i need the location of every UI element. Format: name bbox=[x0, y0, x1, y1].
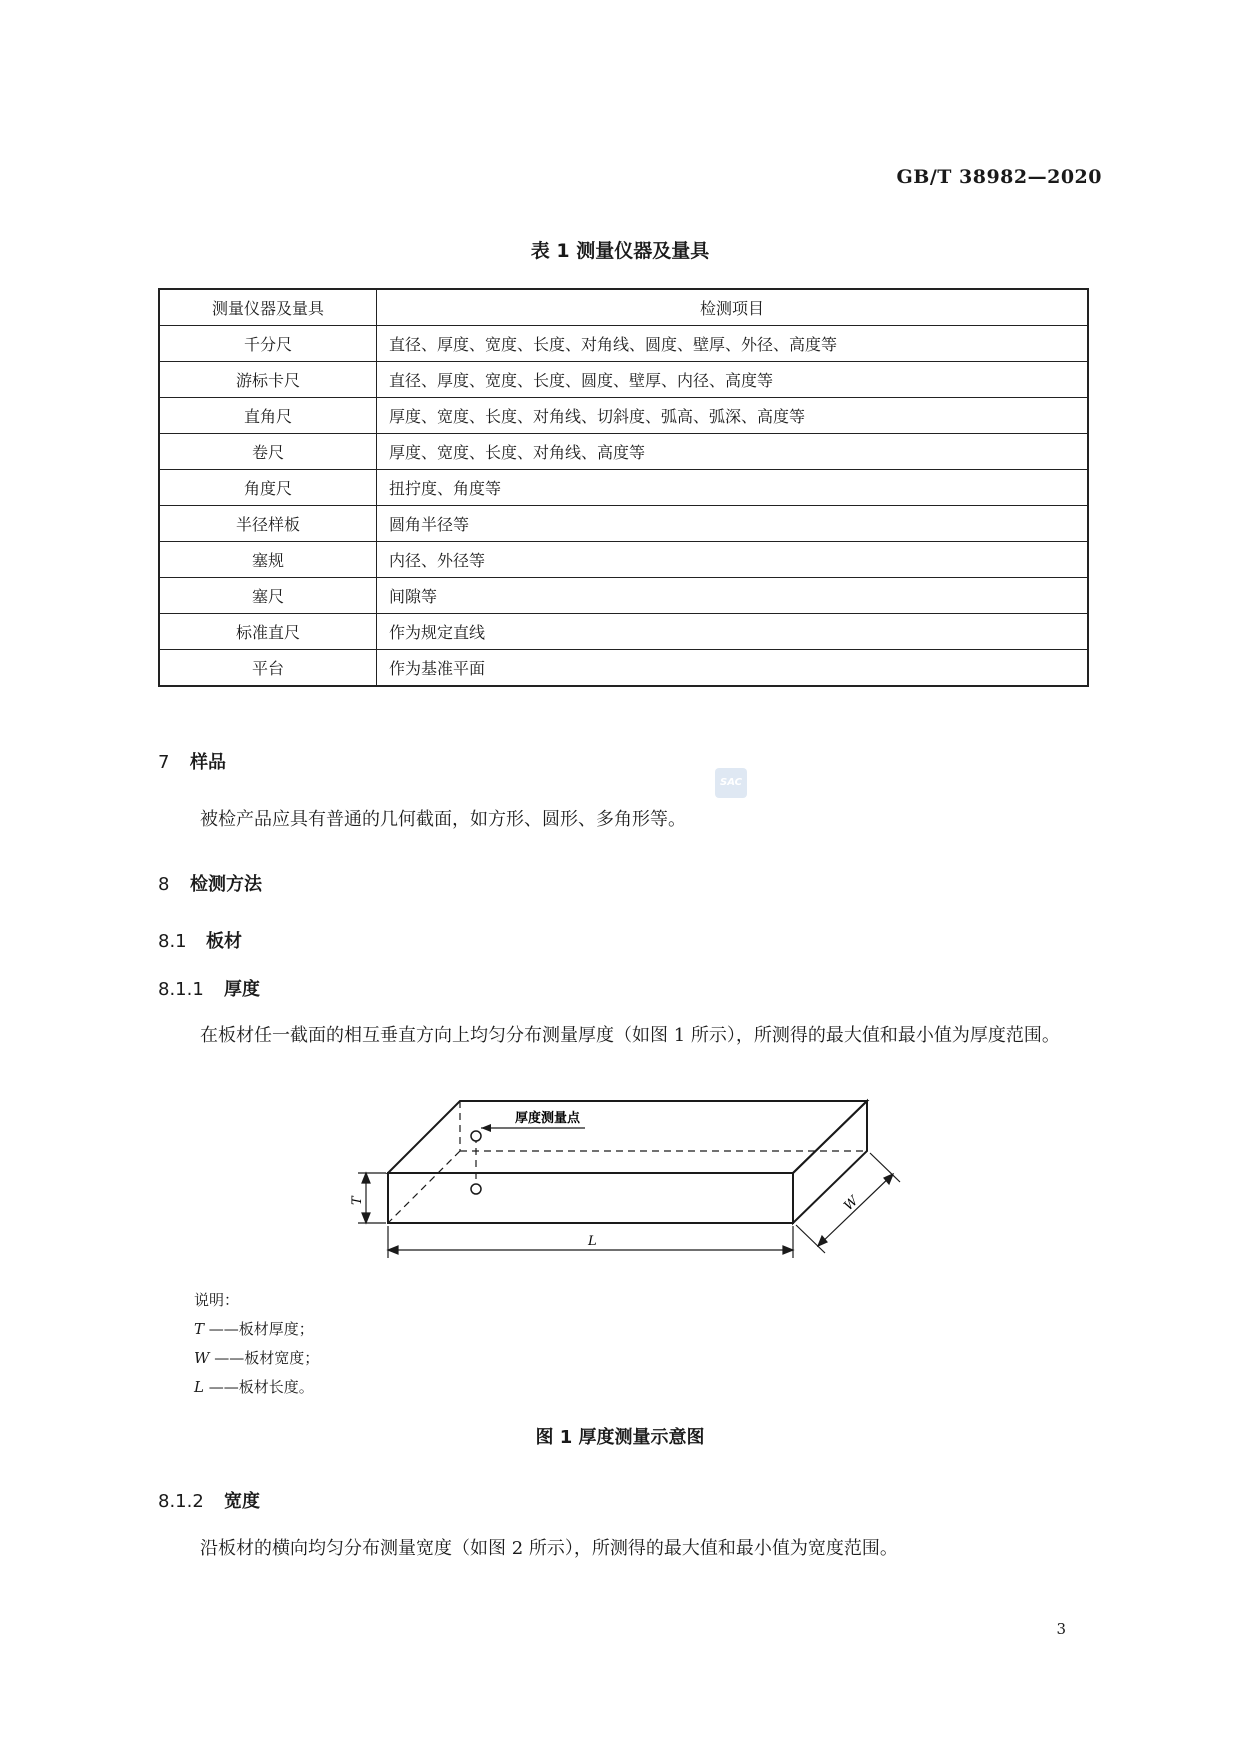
section-title: 样品 bbox=[190, 752, 226, 773]
section-8-1-2-paragraph: 沿板材的横向均匀分布测量宽度（如图 2 所示），所测得的最大值和最小值为宽度范围。 bbox=[200, 1538, 898, 1559]
dimension-w-label: W bbox=[841, 1193, 862, 1214]
section-7-heading bbox=[158, 748, 226, 774]
table-cell-items: 厚度、宽度、长度、对角线、高度等 bbox=[377, 434, 1089, 470]
legend-symbol: L bbox=[194, 1378, 204, 1396]
table-cell-instrument: 半径样板 bbox=[159, 506, 377, 542]
table-cell-items: 直径、厚度、宽度、长度、圆度、壁厚、内径、高度等 bbox=[377, 362, 1089, 398]
table-cell-items: 间隙等 bbox=[377, 578, 1089, 614]
hidden-edges bbox=[388, 1101, 867, 1223]
sac-watermark-logo: SAC bbox=[715, 768, 747, 798]
table-row bbox=[159, 362, 1088, 398]
section-number: 7 bbox=[158, 752, 170, 773]
section-8-heading bbox=[158, 870, 262, 896]
section-title: 宽度 bbox=[224, 1491, 260, 1512]
legend-desc: ——板材厚度； bbox=[208, 1320, 314, 1338]
table-cell-instrument: 标准直尺 bbox=[159, 614, 377, 650]
table-row bbox=[159, 326, 1088, 362]
table-cell-items: 作为基准平面 bbox=[377, 650, 1089, 687]
table-cell-instrument: 卷尺 bbox=[159, 434, 377, 470]
table-header-row bbox=[159, 289, 1088, 326]
table-cell-instrument: 直角尺 bbox=[159, 398, 377, 434]
section-number: 8 bbox=[158, 874, 170, 895]
table-row bbox=[159, 398, 1088, 434]
table-cell-items: 直径、厚度、宽度、长度、对角线、圆度、壁厚、外径、高度等 bbox=[377, 326, 1089, 362]
arrowhead-icon bbox=[481, 1124, 491, 1132]
table-cell-instrument: 角度尺 bbox=[159, 470, 377, 506]
measurement-point-top bbox=[471, 1131, 481, 1141]
legend-symbol: T bbox=[194, 1320, 205, 1338]
table-cell-items: 作为规定直线 bbox=[377, 614, 1089, 650]
table-row bbox=[159, 578, 1088, 614]
legend-item bbox=[194, 1344, 319, 1373]
legend-item bbox=[194, 1315, 319, 1344]
section-8-1-2-heading bbox=[158, 1487, 260, 1513]
table-row bbox=[159, 434, 1088, 470]
measurement-point-bottom bbox=[471, 1184, 481, 1194]
table-row bbox=[159, 650, 1088, 687]
point-label: 厚度测量点 bbox=[515, 1111, 581, 1126]
plate-front-face bbox=[388, 1173, 793, 1223]
legend-desc: ——板材长度。 bbox=[208, 1378, 314, 1396]
section-8-1-heading bbox=[158, 927, 242, 953]
figure-caption: 图 1 厚度测量示意图 bbox=[535, 1427, 705, 1448]
section-8-1-1-paragraph: 在板材任一截面的相互垂直方向上均匀分布测量厚度（如图 1 所示），所测得的最大值和最小值为厚度范围。 bbox=[200, 1025, 1060, 1046]
section-8-1-1-heading bbox=[158, 975, 260, 1001]
document-number: GB/T 38982—2020 bbox=[896, 166, 1102, 188]
section-7-paragraph: 被检产品应具有普通的几何截面，如方形、圆形、多角形等。 bbox=[200, 809, 686, 830]
section-number: 8.1.2 bbox=[158, 1491, 204, 1512]
section-title: 厚度 bbox=[224, 979, 260, 1000]
table-row bbox=[159, 614, 1088, 650]
table-row bbox=[159, 470, 1088, 506]
table-header-items: 检测项目 bbox=[377, 289, 1089, 326]
dimension-l-label: L bbox=[588, 1234, 597, 1249]
instrument-table bbox=[158, 288, 1089, 687]
table-cell-items: 扭拧度、角度等 bbox=[377, 470, 1089, 506]
table-row bbox=[159, 506, 1088, 542]
table-header-instrument: 测量仪器及量具 bbox=[159, 289, 377, 326]
section-number: 8.1 bbox=[158, 931, 187, 952]
table-cell-instrument: 游标卡尺 bbox=[159, 362, 377, 398]
table-title: 表 1 测量仪器及量具 bbox=[530, 240, 710, 262]
table-row bbox=[159, 542, 1088, 578]
table-cell-items: 圆角半径等 bbox=[377, 506, 1089, 542]
table-cell-instrument: 塞规 bbox=[159, 542, 377, 578]
section-title: 板材 bbox=[206, 931, 242, 952]
section-title: 检测方法 bbox=[190, 874, 262, 895]
page-number: 3 bbox=[1056, 1620, 1066, 1638]
table-cell-instrument: 千分尺 bbox=[159, 326, 377, 362]
section-number: 8.1.1 bbox=[158, 979, 204, 1000]
plate-thickness-diagram bbox=[330, 1090, 940, 1280]
legend-title: 说明： bbox=[194, 1291, 240, 1309]
table-cell-instrument: 平台 bbox=[159, 650, 377, 687]
table-cell-instrument: 塞尺 bbox=[159, 578, 377, 614]
legend-desc: ——板材宽度； bbox=[214, 1349, 320, 1367]
table-cell-items: 内径、外径等 bbox=[377, 542, 1089, 578]
legend-symbol: W bbox=[194, 1349, 210, 1367]
legend-item bbox=[194, 1373, 319, 1402]
table-cell-items: 厚度、宽度、长度、对角线、切斜度、弧高、弧深、高度等 bbox=[377, 398, 1089, 434]
figure-legend bbox=[194, 1286, 319, 1402]
dimension-t-label: T bbox=[350, 1196, 365, 1205]
